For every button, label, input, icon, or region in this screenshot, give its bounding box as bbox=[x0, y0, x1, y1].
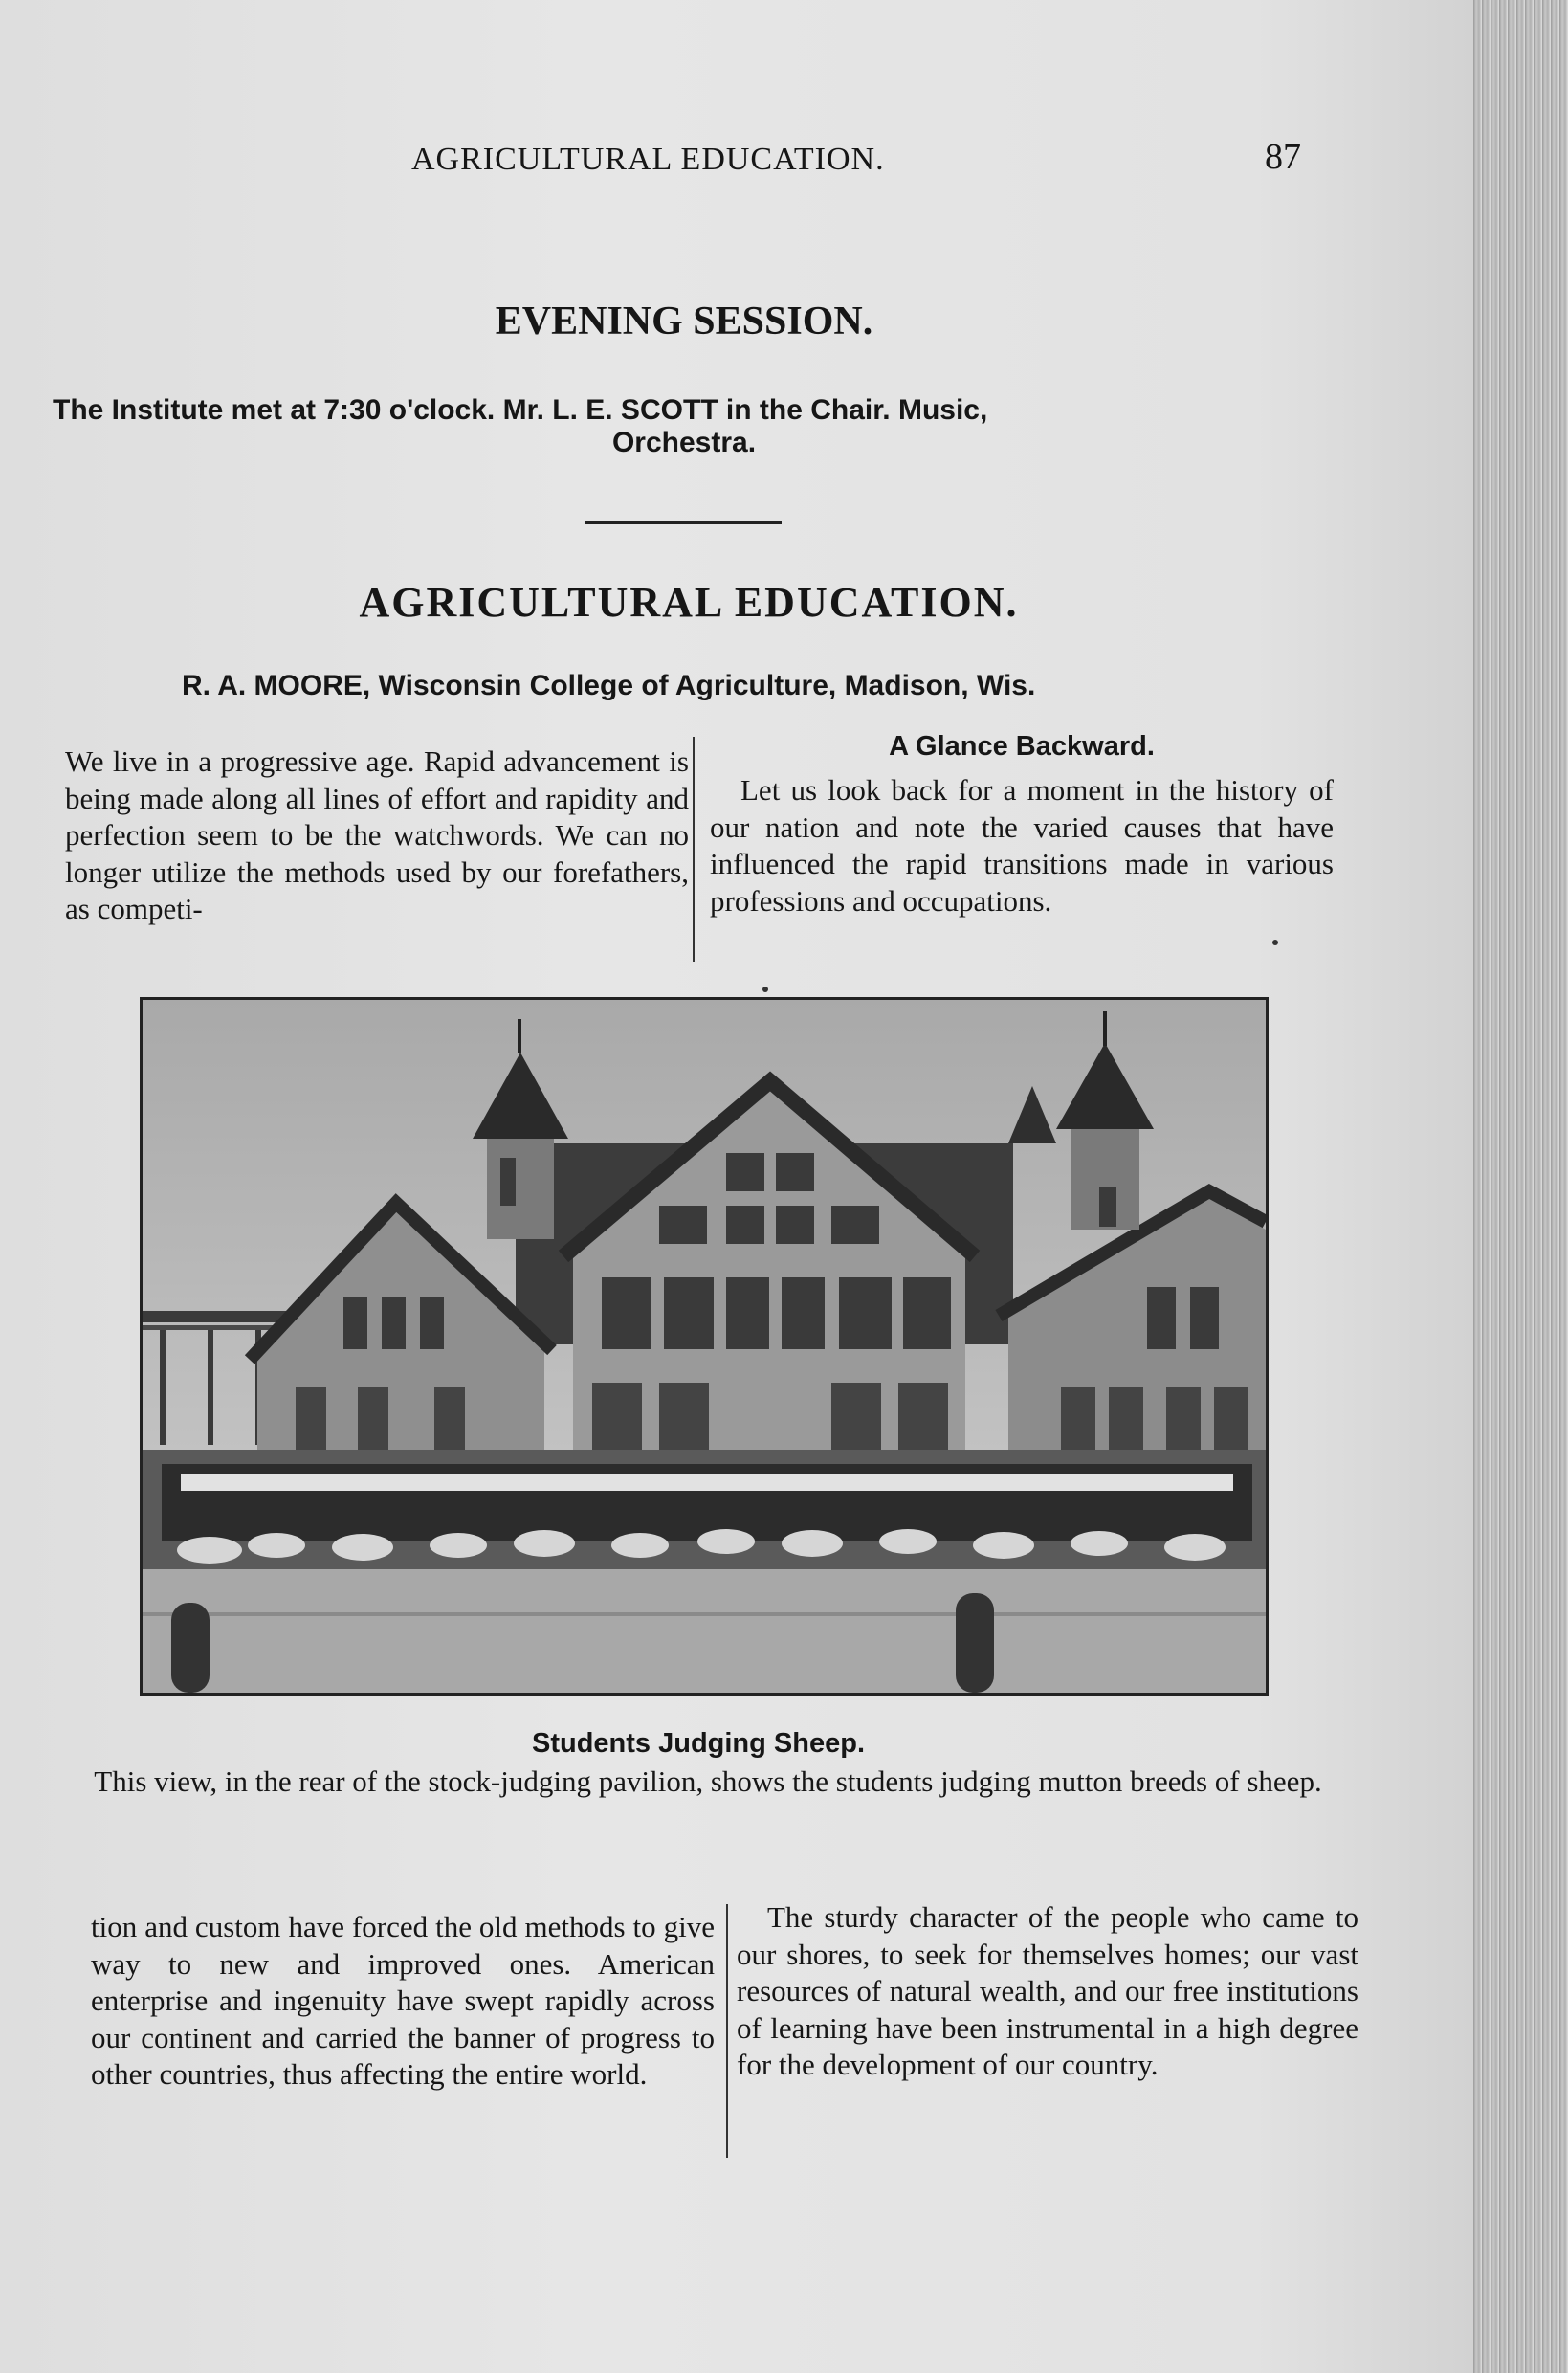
sheep-judging-photograph bbox=[140, 997, 1269, 1696]
book-page-edges bbox=[1473, 0, 1568, 2373]
article-title: AGRICULTURAL EDUCATION. bbox=[359, 579, 1019, 626]
print-speck bbox=[762, 987, 768, 992]
figure-caption-text: This view, in the rear of the stock-judging pavilion, shows the students judging mutton breeds of sheep. bbox=[94, 1764, 1322, 1798]
section-divider bbox=[585, 521, 782, 524]
column-divider-lower bbox=[726, 1904, 728, 2158]
barn-and-flock-illustration bbox=[143, 1000, 1266, 1693]
right-column-paragraph-continued: The sturdy character of the people who came to our shores, to seek for themselves homes; our vast resources of natural wealth, and our free institutions of learning have been instrumental in a high degree for the development of our country. bbox=[737, 1900, 1358, 2081]
article-byline: R. A. MOORE, Wisconsin College of Agriculture, Madison, Wis. bbox=[182, 670, 1036, 701]
session-title: EVENING SESSION. bbox=[495, 299, 873, 344]
page-number: 87 bbox=[1265, 137, 1301, 177]
figure-caption-title: Students Judging Sheep. bbox=[531, 1728, 865, 1759]
column-divider bbox=[693, 737, 695, 962]
left-column-paragraph-continued: tion and custom have forced the old methods to give way to new and improved ones. American enterprise and ingenuity have swept rapidly across our continent and carried the banner of progress to other countries, thus affecting the entire world. bbox=[91, 1910, 715, 2091]
left-column-paragraph: We live in a progressive age. Rapid advancement is being made along all lines of effort and rapidity and perfection seem to be the watchwords. We can no longer utilize the methods used by our forefathers, as competi- bbox=[65, 744, 689, 925]
print-speck bbox=[1272, 940, 1278, 945]
session-description-continued: Orchestra. bbox=[611, 427, 757, 458]
session-description: The Institute met at 7:30 o'clock. Mr. L. E. SCOTT in the Chair. Music, bbox=[53, 394, 988, 426]
right-column-paragraph: Let us look back for a moment in the history of our nation and note the varied causes that have influenced the rapid transitions made in various professions and occupations. bbox=[710, 773, 1334, 918]
right-column-subheading: A Glance Backward. bbox=[889, 731, 1155, 762]
running-title: AGRICULTURAL EDUCATION. bbox=[411, 142, 885, 177]
